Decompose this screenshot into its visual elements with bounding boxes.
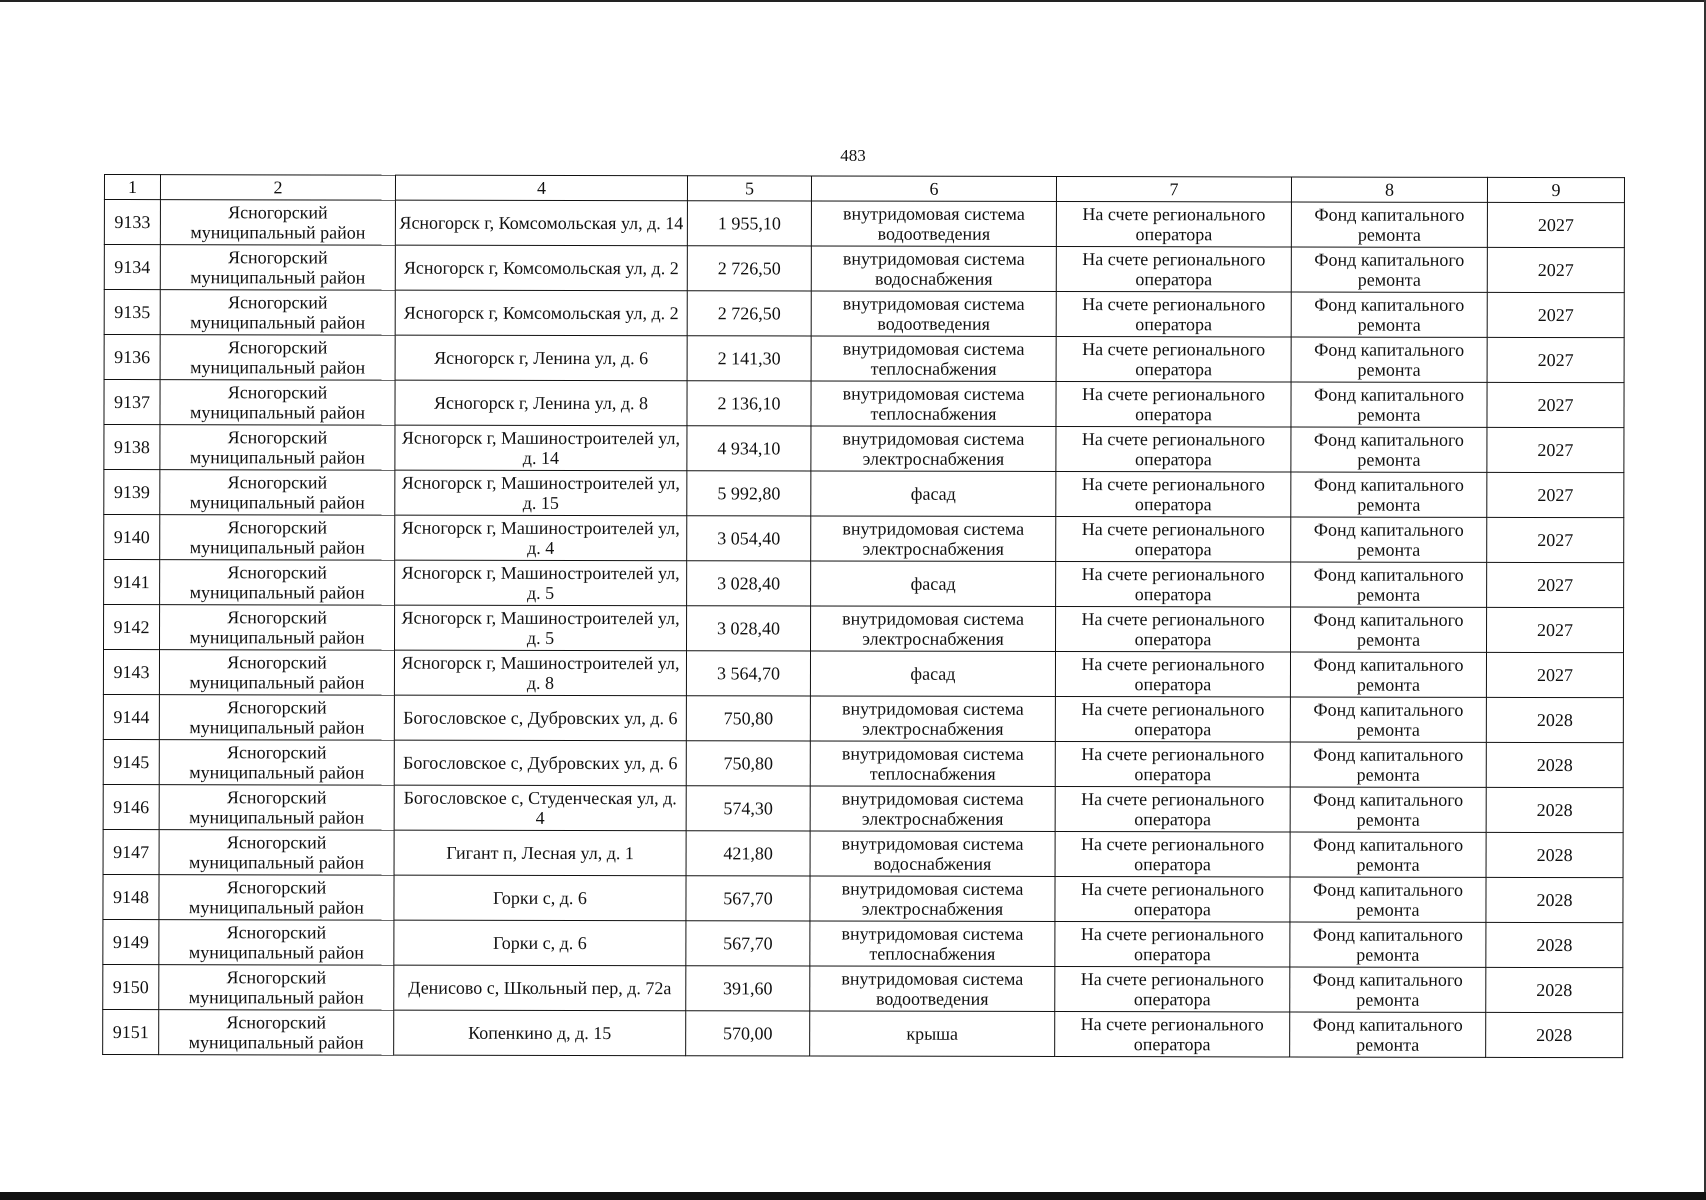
year-cell: 2027 bbox=[1487, 562, 1624, 607]
area-cell: 3 564,70 bbox=[686, 651, 810, 696]
fund-account-cell: На счете регионального оператора bbox=[1056, 516, 1291, 561]
year-cell: 2027 bbox=[1487, 607, 1624, 652]
area-cell: 750,80 bbox=[686, 741, 810, 786]
district-cell: Ясногорский муниципальный район bbox=[159, 875, 394, 920]
address-cell: Ясногорск г, Машиностроителей ул, д. 15 bbox=[395, 470, 687, 516]
year-cell: 2028 bbox=[1486, 922, 1623, 967]
funding-source-cell: Фонд капитального ремонта bbox=[1291, 337, 1487, 382]
fund-account-cell: На счете регионального оператора bbox=[1055, 786, 1290, 831]
row-number-cell: 9133 bbox=[104, 200, 160, 245]
capital-repair-table bbox=[102, 174, 1625, 1058]
fund-account-cell: На счете регионального оператора bbox=[1055, 696, 1290, 741]
column-header: 4 bbox=[395, 175, 687, 201]
work-type-cell: внутридомовая система электроснабжения bbox=[811, 426, 1056, 472]
address-cell: Гигант п, Лесная ул, д. 1 bbox=[394, 830, 686, 876]
table-row bbox=[103, 919, 1623, 967]
area-cell: 2 141,30 bbox=[687, 336, 811, 381]
table-row bbox=[103, 874, 1623, 922]
address-cell: Ясногорск г, Машиностроителей ул, д. 14 bbox=[395, 425, 687, 471]
funding-source-cell: Фонд капитального ремонта bbox=[1290, 922, 1486, 967]
area-cell: 391,60 bbox=[686, 966, 810, 1011]
table-body bbox=[103, 200, 1625, 1058]
funding-source-cell: Фонд капитального ремонта bbox=[1290, 742, 1486, 787]
work-type-cell: внутридомовая система водоснабжения bbox=[811, 246, 1056, 292]
area-cell: 3 054,40 bbox=[687, 516, 811, 561]
year-cell: 2027 bbox=[1487, 337, 1624, 382]
district-cell: Ясногорский муниципальный район bbox=[159, 830, 394, 875]
row-number-cell: 9143 bbox=[103, 650, 159, 695]
year-cell: 2028 bbox=[1486, 787, 1623, 832]
row-number-cell: 9139 bbox=[104, 470, 160, 515]
address-cell: Богословское с, Студенческая ул, д. 4 bbox=[394, 785, 686, 831]
row-number-cell: 9140 bbox=[104, 515, 160, 560]
district-cell: Ясногорский муниципальный район bbox=[159, 1010, 394, 1055]
area-cell: 2 726,50 bbox=[687, 291, 811, 336]
row-number-cell: 9142 bbox=[104, 605, 160, 650]
column-header: 1 bbox=[104, 175, 160, 200]
table-row bbox=[103, 739, 1623, 787]
row-number-cell: 9150 bbox=[103, 964, 159, 1009]
address-cell: Ясногорск г, Машиностроителей ул, д. 8 bbox=[394, 650, 686, 696]
funding-source-cell: Фонд капитального ремонта bbox=[1290, 967, 1486, 1012]
fund-account-cell: На счете регионального оператора bbox=[1056, 381, 1291, 426]
district-cell: Ясногорский муниципальный район bbox=[160, 380, 395, 425]
row-number-cell: 9138 bbox=[104, 425, 160, 470]
funding-source-cell: Фонд капитального ремонта bbox=[1290, 787, 1486, 832]
work-type-cell: внутридомовая система теплоснабжения bbox=[810, 921, 1055, 967]
column-header: 9 bbox=[1487, 177, 1624, 202]
district-cell: Ясногорский муниципальный район bbox=[159, 920, 394, 965]
year-cell: 2028 bbox=[1486, 697, 1623, 742]
year-cell: 2027 bbox=[1487, 292, 1624, 337]
funding-source-cell: Фонд капитального ремонта bbox=[1291, 247, 1487, 292]
column-header: 2 bbox=[160, 175, 395, 200]
district-cell: Ясногорский муниципальный район bbox=[159, 965, 394, 1010]
address-cell: Копенкино д, д. 15 bbox=[394, 1010, 686, 1056]
row-number-cell: 9137 bbox=[104, 380, 160, 425]
funding-source-cell: Фонд капитального ремонта bbox=[1291, 292, 1487, 337]
address-cell: Денисово с, Школьный пер, д. 72а bbox=[394, 965, 686, 1011]
area-cell: 2 136,10 bbox=[687, 381, 811, 426]
work-type-cell: фасад bbox=[810, 651, 1055, 697]
row-number-cell: 9149 bbox=[103, 919, 159, 964]
funding-source-cell: Фонд капитального ремонта bbox=[1290, 832, 1486, 877]
table-row bbox=[104, 245, 1624, 293]
area-cell: 567,70 bbox=[686, 876, 810, 921]
address-cell: Ясногорск г, Машиностроителей ул, д. 5 bbox=[395, 605, 687, 651]
table-row bbox=[104, 515, 1624, 563]
column-header: 6 bbox=[811, 176, 1056, 202]
address-cell: Ясногорск г, Комсомольская ул, д. 2 bbox=[395, 245, 687, 291]
row-number-cell: 9141 bbox=[104, 560, 160, 605]
row-number-cell: 9145 bbox=[103, 739, 159, 784]
fund-account-cell: На счете регионального оператора bbox=[1056, 201, 1291, 246]
area-cell: 1 955,10 bbox=[687, 201, 811, 246]
district-cell: Ясногорский муниципальный район bbox=[160, 245, 395, 290]
table-row bbox=[103, 964, 1623, 1012]
area-cell: 574,30 bbox=[686, 786, 810, 831]
area-cell: 2 726,50 bbox=[687, 246, 811, 291]
fund-account-cell: На счете регионального оператора bbox=[1055, 651, 1290, 696]
address-cell: Горки с, д. 6 bbox=[394, 920, 686, 966]
row-number-cell: 9151 bbox=[103, 1009, 159, 1054]
fund-account-cell: На счете регионального оператора bbox=[1056, 336, 1291, 381]
work-type-cell: внутридомовая система водоотведения bbox=[811, 291, 1056, 337]
fund-account-cell: На счете регионального оператора bbox=[1055, 741, 1290, 786]
district-cell: Ясногорский муниципальный район bbox=[160, 200, 395, 245]
row-number-cell: 9146 bbox=[103, 784, 159, 829]
funding-source-cell: Фонд капитального ремонта bbox=[1290, 1012, 1486, 1057]
column-header: 7 bbox=[1056, 176, 1291, 201]
area-cell: 3 028,40 bbox=[687, 561, 811, 606]
work-type-cell: внутридомовая система электроснабжения bbox=[811, 516, 1056, 562]
area-cell: 5 992,80 bbox=[687, 471, 811, 516]
work-type-cell: внутридомовая система водоотведения bbox=[810, 966, 1055, 1012]
funding-source-cell: Фонд капитального ремонта bbox=[1291, 607, 1487, 652]
page-number: 483 bbox=[840, 146, 866, 165]
table-row bbox=[104, 200, 1624, 248]
column-number-row bbox=[104, 175, 1624, 203]
column-header: 8 bbox=[1291, 177, 1487, 202]
address-cell: Ясногорск г, Ленина ул, д. 8 bbox=[395, 380, 687, 426]
work-type-cell: внутридомовая система электроснабжения bbox=[810, 786, 1055, 832]
table-row bbox=[104, 605, 1624, 653]
table-row bbox=[104, 380, 1624, 428]
funding-source-cell: Фонд капитального ремонта bbox=[1291, 472, 1487, 517]
address-cell: Ясногорск г, Машиностроителей ул, д. 4 bbox=[395, 515, 687, 561]
funding-source-cell: Фонд капитального ремонта bbox=[1291, 202, 1487, 247]
year-cell: 2028 bbox=[1486, 967, 1623, 1012]
address-cell: Горки с, д. 6 bbox=[394, 875, 686, 921]
funding-source-cell: Фонд капитального ремонта bbox=[1291, 382, 1487, 427]
funding-source-cell: Фонд капитального ремонта bbox=[1290, 652, 1486, 697]
work-type-cell: внутридомовая система электроснабжения bbox=[811, 606, 1056, 652]
table-row bbox=[103, 650, 1623, 698]
district-cell: Ясногорский муниципальный район bbox=[159, 695, 394, 740]
year-cell: 2027 bbox=[1487, 202, 1624, 247]
year-cell: 2028 bbox=[1486, 877, 1623, 922]
year-cell: 2027 bbox=[1486, 652, 1623, 697]
address-cell: Ясногорск г, Машиностроителей ул, д. 5 bbox=[395, 560, 687, 606]
work-type-cell: внутридомовая система теплоснабжения bbox=[810, 741, 1055, 787]
area-cell: 421,80 bbox=[686, 831, 810, 876]
row-number-cell: 9144 bbox=[103, 694, 159, 739]
district-cell: Ясногорский муниципальный район bbox=[160, 560, 395, 605]
fund-account-cell: На счете регионального оператора bbox=[1056, 471, 1291, 516]
district-cell: Ясногорский муниципальный район bbox=[160, 470, 395, 515]
funding-source-cell: Фонд капитального ремонта bbox=[1291, 427, 1487, 472]
district-cell: Ясногорский муниципальный район bbox=[159, 740, 394, 785]
fund-account-cell: На счете регионального оператора bbox=[1055, 1011, 1290, 1056]
funding-source-cell: Фонд капитального ремонта bbox=[1290, 697, 1486, 742]
address-cell: Ясногорск г, Ленина ул, д. 6 bbox=[395, 335, 687, 381]
year-cell: 2027 bbox=[1487, 427, 1624, 472]
year-cell: 2027 bbox=[1487, 382, 1624, 427]
table-row bbox=[104, 425, 1624, 473]
funding-source-cell: Фонд капитального ремонта bbox=[1291, 517, 1487, 562]
year-cell: 2028 bbox=[1486, 832, 1623, 877]
work-type-cell: внутридомовая система электроснабжения bbox=[810, 876, 1055, 922]
year-cell: 2027 bbox=[1487, 247, 1624, 292]
address-cell: Ясногорск г, Комсомольская ул, д. 2 bbox=[395, 290, 687, 336]
district-cell: Ясногорский муниципальный район bbox=[160, 605, 395, 650]
fund-account-cell: На счете регионального оператора bbox=[1056, 606, 1291, 651]
table-row bbox=[103, 1009, 1623, 1057]
district-cell: Ясногорский муниципальный район bbox=[160, 425, 395, 470]
row-number-cell: 9135 bbox=[104, 290, 160, 335]
area-cell: 750,80 bbox=[686, 696, 810, 741]
row-number-cell: 9134 bbox=[104, 245, 160, 290]
table-row bbox=[104, 335, 1624, 383]
year-cell: 2028 bbox=[1486, 742, 1623, 787]
funding-source-cell: Фонд капитального ремонта bbox=[1291, 562, 1487, 607]
year-cell: 2027 bbox=[1487, 517, 1624, 562]
district-cell: Ясногорский муниципальный район bbox=[160, 335, 395, 380]
address-cell: Ясногорск г, Комсомольская ул, д. 14 bbox=[395, 200, 687, 246]
fund-account-cell: На счете регионального оператора bbox=[1055, 966, 1290, 1011]
column-header: 5 bbox=[687, 176, 811, 201]
row-number-cell: 9148 bbox=[103, 874, 159, 919]
area-cell: 4 934,10 bbox=[687, 426, 811, 471]
scan-bottom-border bbox=[0, 1192, 1706, 1200]
work-type-cell: внутридомовая система теплоснабжения bbox=[811, 336, 1056, 382]
table-row bbox=[104, 560, 1624, 608]
work-type-cell: крыша bbox=[810, 1011, 1055, 1057]
work-type-cell: внутридомовая система водоснабжения bbox=[810, 831, 1055, 877]
fund-account-cell: На счете регионального оператора bbox=[1056, 291, 1291, 336]
district-cell: Ясногорский муниципальный район bbox=[159, 650, 394, 695]
table-row bbox=[104, 470, 1624, 518]
year-cell: 2028 bbox=[1486, 1012, 1623, 1057]
district-cell: Ясногорский муниципальный район bbox=[159, 785, 394, 830]
scan-top-border bbox=[0, 0, 1706, 2]
row-number-cell: 9147 bbox=[103, 829, 159, 874]
fund-account-cell: На счете регионального оператора bbox=[1056, 246, 1291, 291]
work-type-cell: внутридомовая система электроснабжения bbox=[810, 696, 1055, 742]
work-type-cell: фасад bbox=[811, 471, 1056, 517]
fund-account-cell: На счете регионального оператора bbox=[1056, 561, 1291, 606]
address-cell: Богословское с, Дубровских ул, д. 6 bbox=[394, 740, 686, 786]
work-type-cell: внутридомовая система водоотведения bbox=[811, 201, 1056, 247]
work-type-cell: фасад bbox=[811, 561, 1056, 607]
fund-account-cell: На счете регионального оператора bbox=[1055, 876, 1290, 921]
fund-account-cell: На счете регионального оператора bbox=[1055, 921, 1290, 966]
area-cell: 567,70 bbox=[686, 921, 810, 966]
year-cell: 2027 bbox=[1487, 472, 1624, 517]
fund-account-cell: На счете регионального оператора bbox=[1055, 831, 1290, 876]
fund-account-cell: На счете регионального оператора bbox=[1056, 426, 1291, 471]
table-row bbox=[103, 784, 1623, 832]
address-cell: Богословское с, Дубровских ул, д. 6 bbox=[394, 695, 686, 741]
work-type-cell: внутридомовая система теплоснабжения bbox=[811, 381, 1056, 427]
table-row bbox=[103, 829, 1623, 877]
district-cell: Ясногорский муниципальный район bbox=[160, 290, 395, 335]
row-number-cell: 9136 bbox=[104, 335, 160, 380]
district-cell: Ясногорский муниципальный район bbox=[160, 515, 395, 560]
table-row bbox=[103, 694, 1623, 742]
area-cell: 3 028,40 bbox=[687, 606, 811, 651]
funding-source-cell: Фонд капитального ремонта bbox=[1290, 877, 1486, 922]
table-row bbox=[104, 290, 1624, 338]
area-cell: 570,00 bbox=[686, 1011, 810, 1056]
